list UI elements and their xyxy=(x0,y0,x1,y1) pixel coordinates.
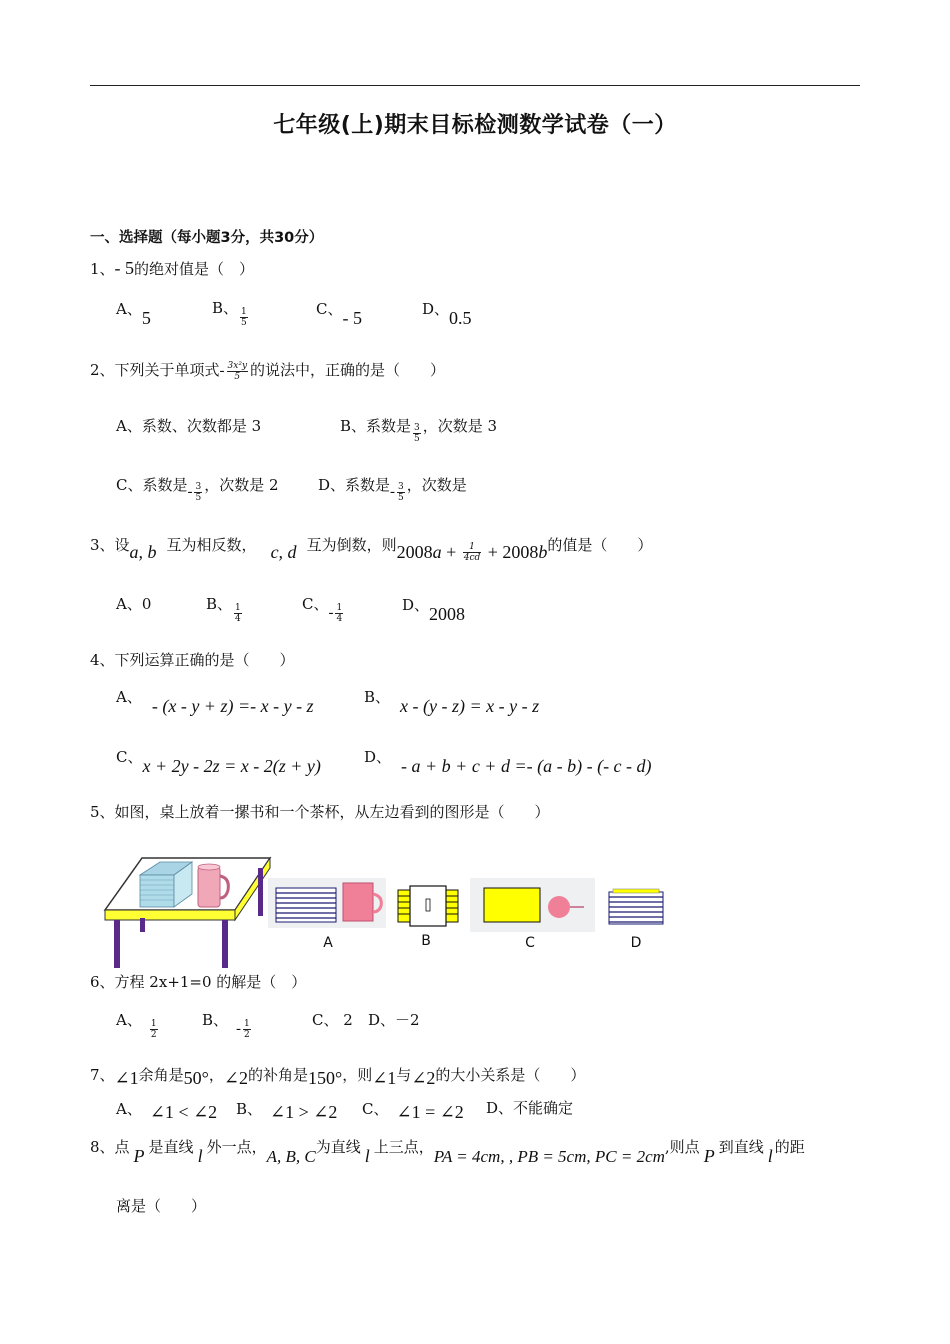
math-expr: c, d xyxy=(270,542,297,562)
q-text: 互为相反数， xyxy=(166,536,257,554)
q-text: 互为倒数，则 xyxy=(306,536,397,554)
math-expr: ∠1 > ∠2 xyxy=(270,1102,338,1122)
option-label: C、 xyxy=(316,300,343,318)
option-label: D、 xyxy=(422,300,450,318)
math-expr: - (x - y + z) =- x - y - z xyxy=(151,696,314,716)
q-text: ，则 xyxy=(342,1066,373,1084)
option-label: D、 xyxy=(364,748,392,766)
q6-option-d[interactable]: D、－2 xyxy=(368,1011,420,1029)
option-label: B、 xyxy=(206,595,233,613)
question-2 xyxy=(90,360,445,382)
math-expr: PA = 4cm, , PB = 5cm, PC = 2cm xyxy=(433,1147,665,1166)
math-expr: P xyxy=(133,1146,145,1166)
question-8-continued: 离是（ ） xyxy=(116,1197,207,1215)
q4-option-c[interactable] xyxy=(116,746,321,776)
math-expr: P xyxy=(703,1146,715,1166)
sign: - xyxy=(328,605,334,621)
option-text: ，次数是 3 xyxy=(422,417,498,435)
option-value: 5 xyxy=(141,308,151,328)
math-expr: a, b xyxy=(129,542,157,562)
q1-option-b[interactable] xyxy=(212,298,250,328)
math-expr: - a + b + c + d =- (a - b) - (- c - d) xyxy=(401,756,652,776)
math-expr: ∠1 xyxy=(114,1068,139,1088)
option-label: C、 xyxy=(362,1100,389,1118)
option-c-figure[interactable] xyxy=(470,878,595,951)
option-value: - 5 xyxy=(342,308,362,328)
q4-option-d[interactable] xyxy=(364,746,652,776)
q-number: 1、 xyxy=(90,260,115,278)
q-text: 的大小关系是（ ） xyxy=(435,1066,586,1084)
question-5: 5、如图，桌上放着一摞书和一个茶杯，从左边看到的图形是（ ） xyxy=(90,803,550,821)
q4-option-a[interactable] xyxy=(116,686,314,716)
fraction: $\frac{3}{5}$ xyxy=(398,481,404,503)
option-text: B、系数是 xyxy=(340,417,412,435)
q7-option-c[interactable] xyxy=(362,1098,464,1122)
fraction: $\frac{1}{2}$ xyxy=(150,1018,157,1040)
math-expr: ∠2 xyxy=(223,1068,248,1088)
q3-option-b[interactable] xyxy=(206,594,244,624)
q3-option-d[interactable] xyxy=(402,594,466,624)
q3-option-a[interactable]: A、0 xyxy=(116,595,152,613)
q1-option-d[interactable] xyxy=(422,298,472,328)
fraction: $\frac{\text{3x²y}}{5}$ xyxy=(227,360,248,382)
option-label: B、 xyxy=(236,1100,263,1118)
option-text: D、系数是 xyxy=(318,476,391,494)
option-c-label: C xyxy=(525,935,535,951)
q-text: ， xyxy=(208,1066,224,1084)
q6-option-a[interactable] xyxy=(116,1010,160,1040)
option-label: A、 xyxy=(116,688,142,706)
q-text: 的距 xyxy=(774,1138,805,1156)
math-expr: 2008a + $\frac{1}{4cd}$ + 2008b xyxy=(396,541,548,563)
option-value: 0.5 xyxy=(449,308,472,328)
math-expr: l xyxy=(364,1146,370,1166)
fraction: $\frac{1}{4}$ xyxy=(336,602,343,624)
q-text: 8、点 xyxy=(90,1138,130,1156)
option-label: D、 xyxy=(402,596,430,614)
question-8 xyxy=(90,1136,805,1166)
option-label: C、 xyxy=(116,748,143,766)
option-b-label: B xyxy=(421,933,431,949)
option-text: ，次数是 xyxy=(406,476,467,494)
q-text: 到直线 xyxy=(718,1138,764,1156)
math-expr: 50° xyxy=(183,1068,209,1088)
q2-option-b[interactable] xyxy=(340,416,498,444)
q7-option-a[interactable] xyxy=(116,1098,218,1122)
fraction: $\frac{1}{4}$ xyxy=(235,602,241,624)
q-text: 为直线 xyxy=(315,1138,361,1156)
math-expr: ∠1 < ∠2 xyxy=(149,1102,218,1122)
q2-option-c[interactable] xyxy=(116,475,279,503)
q4-option-b[interactable] xyxy=(364,686,540,716)
q2-option-a[interactable]: A、系数、次数都是 3 xyxy=(116,417,262,435)
question-4: 4、下列运算正确的是（ ） xyxy=(90,651,295,669)
math-expr: x + 2y - 2z = x - 2(z + y) xyxy=(142,756,321,776)
option-value: 2008 xyxy=(429,604,466,624)
option-label: B、 xyxy=(202,1011,229,1029)
question-1 xyxy=(90,258,254,279)
q-text: 的补角是 xyxy=(247,1066,308,1084)
q-text: 是直线 xyxy=(148,1138,194,1156)
q3-option-c[interactable] xyxy=(302,594,345,624)
fraction: $\frac{1}{2}$ xyxy=(244,1018,250,1040)
q5-figure xyxy=(100,850,680,975)
option-text: ，次数是 2 xyxy=(204,476,279,494)
option-label: A、 xyxy=(116,1100,142,1118)
table-scene-image xyxy=(105,858,270,968)
math-expr: x - (y - z) = x - y - z xyxy=(400,696,540,716)
option-b-figure[interactable] xyxy=(398,886,458,949)
sign: - xyxy=(236,1021,242,1037)
option-label: A、 xyxy=(116,1011,142,1029)
option-text: C、系数是 xyxy=(116,476,188,494)
q-text: 与 xyxy=(396,1066,412,1084)
fraction: $\frac{3}{5}$ xyxy=(195,481,202,503)
option-a-label: A xyxy=(323,935,333,951)
option-d-label: D xyxy=(630,935,642,951)
sign: - xyxy=(187,484,193,500)
q6-option-c[interactable]: C、 2 xyxy=(312,1011,353,1029)
q-text: 上三点， xyxy=(373,1138,434,1156)
q-text: 3、设 xyxy=(90,536,130,554)
fraction: $\frac{1}{5}$ xyxy=(241,306,247,328)
option-label: B、 xyxy=(212,299,239,317)
question-3 xyxy=(90,534,653,563)
q2-option-d[interactable] xyxy=(318,475,467,503)
section-heading: 一、选择题（每小题3分，共30分） xyxy=(90,230,324,246)
math-expr: A, B, C xyxy=(266,1147,316,1166)
q-text: 外一点， xyxy=(206,1138,267,1156)
math-expr: ∠1 xyxy=(372,1068,397,1088)
q-text: 余角是 xyxy=(138,1066,184,1084)
math-expr: - 5 xyxy=(114,258,135,278)
q-number: 7、 xyxy=(90,1066,115,1084)
q-text: 的绝对值是（ ） xyxy=(134,260,255,278)
q7-option-b[interactable] xyxy=(236,1098,338,1122)
sign: - xyxy=(219,363,225,379)
q6-option-b[interactable] xyxy=(202,1010,253,1040)
fraction: $\frac{3}{5}$ xyxy=(414,422,420,444)
math-expr: ∠2 xyxy=(411,1068,436,1088)
q-text: 2、下列关于单项式 xyxy=(90,361,220,379)
math-expr: ∠1 = ∠2 xyxy=(396,1102,464,1122)
header-rule xyxy=(90,85,860,86)
option-label: B、 xyxy=(364,688,391,706)
option-d-figure[interactable] xyxy=(609,889,663,951)
math-expr: l xyxy=(767,1146,773,1166)
question-6: 6、方程 2x+1=0 的解是（ ） xyxy=(90,973,307,991)
option-label: C、 xyxy=(302,595,329,613)
q1-option-c[interactable] xyxy=(316,298,362,328)
q7-option-d[interactable]: D、不能确定 xyxy=(486,1099,574,1117)
math-expr: 150° xyxy=(307,1068,343,1088)
q-text: ,则点 xyxy=(664,1138,700,1156)
page-title: 七年级(上)期末目标检测数学试卷（一） xyxy=(273,113,677,138)
option-label: A、 xyxy=(116,300,142,318)
q1-option-a[interactable] xyxy=(116,298,151,328)
q-text: 的值是（ ） xyxy=(547,536,653,554)
question-7 xyxy=(90,1064,586,1088)
sign: - xyxy=(390,484,396,500)
q-text: 的说法中，正确的是（ ） xyxy=(250,361,446,379)
option-a-figure[interactable] xyxy=(268,878,386,951)
math-expr: l xyxy=(197,1146,203,1166)
